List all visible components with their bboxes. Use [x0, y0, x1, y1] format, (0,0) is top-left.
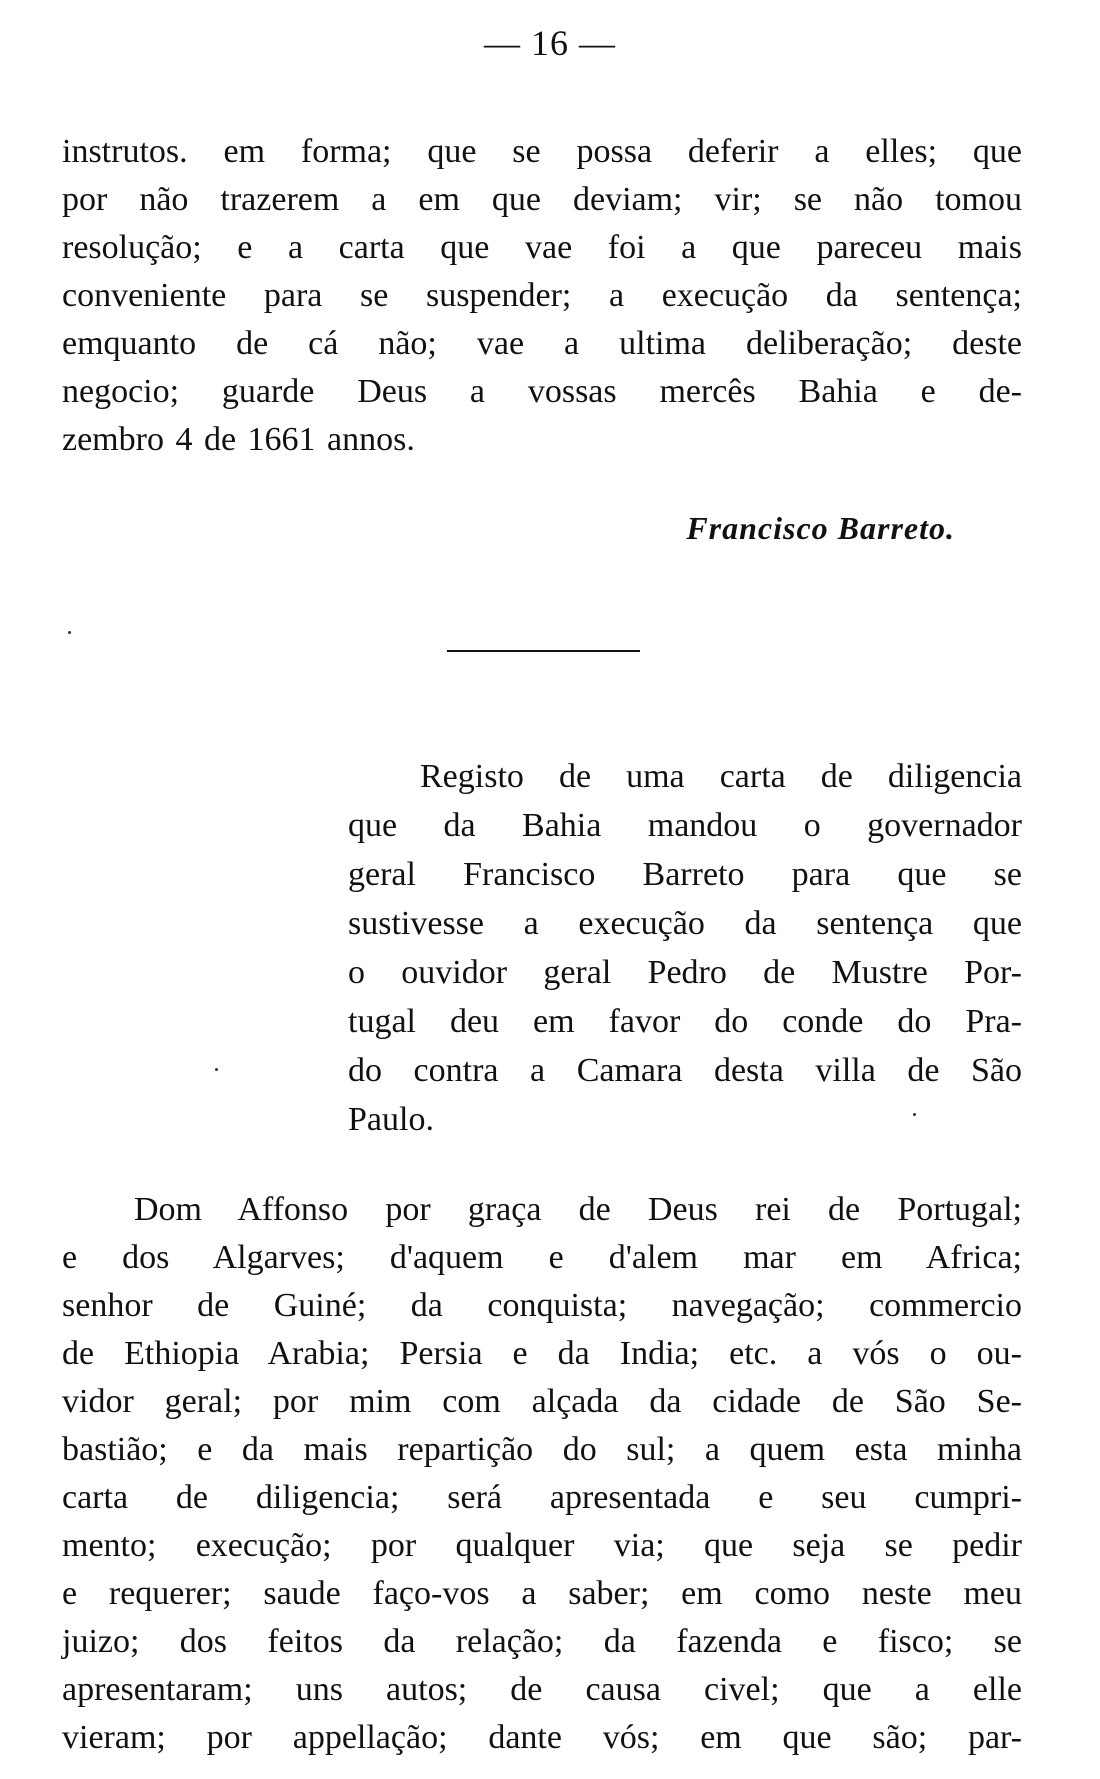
text-line: sustivesse a execução da sentença que	[348, 905, 1022, 942]
print-speck	[913, 1113, 916, 1116]
text-line: o ouvidor geral Pedro de Mustre Por-	[348, 954, 1022, 991]
text-line: juizo; dos feitos da relação; da fazenda e fisco; se	[62, 1623, 1022, 1660]
text-line: conveniente para se suspender; a execução da sentença;	[62, 277, 1022, 314]
signature: Francisco Barreto.	[686, 510, 955, 546]
text-line: resolução; e a carta que vae foi a que pareceu mais	[62, 229, 1022, 266]
print-speck	[68, 631, 71, 634]
section-divider	[447, 650, 640, 652]
text-line: mento; execução; por qualquer via; que seja se pedir	[62, 1527, 1022, 1564]
text-line: que da Bahia mandou o governador	[348, 807, 1022, 844]
print-speck	[215, 1068, 218, 1071]
text-line: senhor de Guiné; da conquista; navegação; commercio	[62, 1287, 1022, 1324]
text-line: instrutos. em forma; que se possa deferir a elles; que	[62, 133, 1022, 170]
text-line: negocio; guarde Deus a vossas mercês Bahia e de-	[62, 373, 1022, 410]
text-line: Dom Affonso por graça de Deus rei de Portugal;	[134, 1191, 1022, 1228]
text-line: vieram; por appellação; dante vós; em que são; par-	[62, 1719, 1022, 1756]
text-line: de Ethiopia Arabia; Persia e da India; etc. a vós o ou-	[62, 1335, 1022, 1372]
text-line: bastião; e da mais repartição do sul; a quem esta minha	[62, 1431, 1022, 1468]
text-line: Registo de uma carta de diligencia	[420, 758, 1022, 795]
page-number: — 16 —	[484, 23, 616, 63]
letter-body-paragraph	[62, 1186, 1022, 1762]
text-line: do contra a Camara desta villa de São	[348, 1052, 1022, 1089]
text-line: carta de diligencia; será apresentada e seu cumpri-	[62, 1479, 1022, 1516]
text-line: por não trazerem a em que deviam; vir; se não tomou	[62, 181, 1022, 218]
document-summary-heading	[348, 752, 1022, 1144]
text-line: apresentaram; uns autos; de causa civel; que a elle	[62, 1671, 1022, 1708]
text-line: e dos Algarves; d'aquem e d'alem mar em Africa;	[62, 1239, 1022, 1276]
letter-closing-paragraph	[62, 128, 1022, 464]
text-line: emquanto de cá não; vae a ultima deliberação; deste	[62, 325, 1022, 362]
text-line: tugal deu em favor do conde do Pra-	[348, 1003, 1022, 1040]
text-line: vidor geral; por mim com alçada da cidade de São Se-	[62, 1383, 1022, 1420]
text-line: zembro 4 de 1661 annos.	[62, 421, 415, 458]
text-line: geral Francisco Barreto para que se	[348, 856, 1022, 893]
text-line: Paulo.	[348, 1101, 434, 1138]
text-line: e requerer; saude faço-vos a saber; em como neste meu	[62, 1575, 1022, 1612]
